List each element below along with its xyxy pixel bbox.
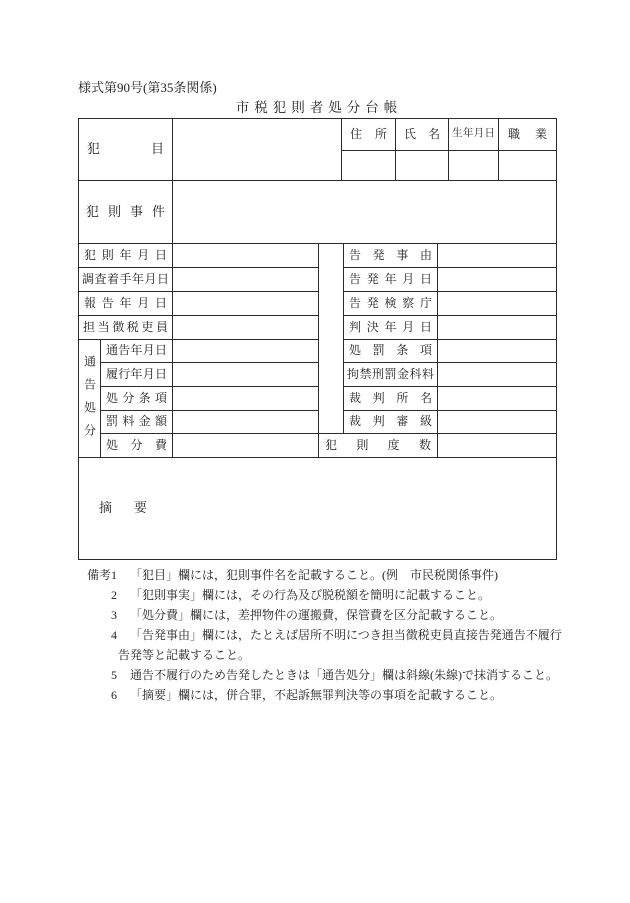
fine-amount-field <box>173 411 319 434</box>
accusation-date-field <box>438 268 556 292</box>
notice-date-label: 通告年月日 <box>101 340 173 363</box>
note-text: 「犯則事実」欄には，その行為及び脱税額を簡明に記載すること。 <box>130 588 491 602</box>
offense-date-label: 犯則年月日 <box>79 244 173 268</box>
offense-case-label: 犯則事件 <box>79 181 173 244</box>
note-number: 2 <box>111 588 117 602</box>
punishment-clause-label: 処罰条項 <box>344 340 438 363</box>
note-text: 告発等と記載すること。 <box>118 648 251 662</box>
fine-amount-label: 罰料金額 <box>101 411 173 434</box>
birthdate-header: 生年月日 <box>449 119 499 151</box>
note-text: 「告発事由」欄には，たとえば居所不明につき担当徴税吏員直接告発通告不履行 <box>130 628 562 642</box>
note-line-3 <box>78 605 562 625</box>
note-text: 通告不履行のため告発したときは「通告処分」欄は斜線(朱線)で抹消すること。 <box>130 668 558 682</box>
accusation-reason-field <box>438 244 556 268</box>
fulfillment-date-label: 履行年月日 <box>101 363 173 387</box>
offense-item-field <box>173 119 342 181</box>
judgment-date-field <box>438 316 556 340</box>
summary-label: 摘要 <box>99 500 147 516</box>
note-line-2 <box>78 585 562 605</box>
spacer-cell <box>319 244 344 434</box>
note-number: 4 <box>111 628 117 642</box>
imprisonment-fine-field <box>438 363 556 387</box>
form-number: 様式第90号(第35条関係) <box>78 80 217 95</box>
punishment-clause-field <box>438 340 556 363</box>
accusation-reason-label: 告発事由 <box>344 244 438 268</box>
prosecutors-office-label: 告発検察庁 <box>344 292 438 316</box>
judgment-date-label: 判決年月日 <box>344 316 438 340</box>
note-line-5 <box>78 665 562 685</box>
notes <box>78 565 562 705</box>
note-line-1 <box>78 565 562 585</box>
fulfillment-date-field <box>173 363 319 387</box>
offense-count-label: 犯則度数 <box>319 434 438 458</box>
note-prefix: 備考 <box>87 568 112 582</box>
disposition-clause-field <box>173 387 319 411</box>
address-field <box>342 151 396 181</box>
tax-collector-field <box>173 316 319 340</box>
note-text: 「摘要」欄には，併合罪，不起訴無罪判決等の事項を記載すること。 <box>130 688 503 702</box>
offense-date-field <box>173 244 319 268</box>
birthdate-field <box>449 151 499 181</box>
investigation-start-date-field <box>173 268 319 292</box>
report-date-field <box>173 292 319 316</box>
note-number: 3 <box>111 608 117 622</box>
notice-date-field <box>173 340 319 363</box>
address-header: 住所 <box>342 119 396 151</box>
offense-count-field <box>438 434 556 458</box>
note-text: 「処分費」欄には，差押物件の運搬費，保管費を区分記載すること。 <box>130 608 503 622</box>
page-title: 市税犯則者処分台帳 <box>235 100 403 115</box>
note-number: 1 <box>111 568 117 582</box>
offense-item-label: 犯目 <box>79 119 173 181</box>
note-line-6 <box>78 685 562 705</box>
disposition-clause-label: 処分条項 <box>101 387 173 411</box>
report-date-label: 報告年月日 <box>79 292 173 316</box>
court-instance-label: 裁判審級 <box>344 411 438 434</box>
offense-case-field <box>173 181 556 244</box>
disposition-cost-label: 処分費 <box>101 434 173 458</box>
ledger-table <box>78 118 557 560</box>
occupation-header: 職業 <box>499 119 556 151</box>
name-header: 氏名 <box>396 119 449 151</box>
note-line-4-continuation <box>78 645 562 665</box>
court-name-label: 裁判所名 <box>344 387 438 411</box>
summary-field <box>79 458 556 559</box>
disposition-cost-field <box>173 434 319 458</box>
court-name-field <box>438 387 556 411</box>
name-field <box>396 151 449 181</box>
investigation-start-date-label: 調査着手年月日 <box>79 268 173 292</box>
note-number: 5 <box>111 668 117 682</box>
note-line-4 <box>78 625 562 645</box>
prosecutors-office-field <box>438 292 556 316</box>
note-text: 「犯目」欄には，犯則事件名を記載すること。(例 市民税関係事件) <box>130 568 498 582</box>
note-number: 6 <box>111 688 117 702</box>
occupation-field <box>499 151 556 181</box>
court-instance-field <box>438 411 556 434</box>
imprisonment-fine-label: 拘禁刑罰金科料 <box>344 363 438 387</box>
accusation-date-label: 告発年月日 <box>344 268 438 292</box>
tax-collector-label: 担当徴税吏員 <box>79 316 173 340</box>
notice-disposition-group-label: 通告処分 <box>79 340 101 458</box>
